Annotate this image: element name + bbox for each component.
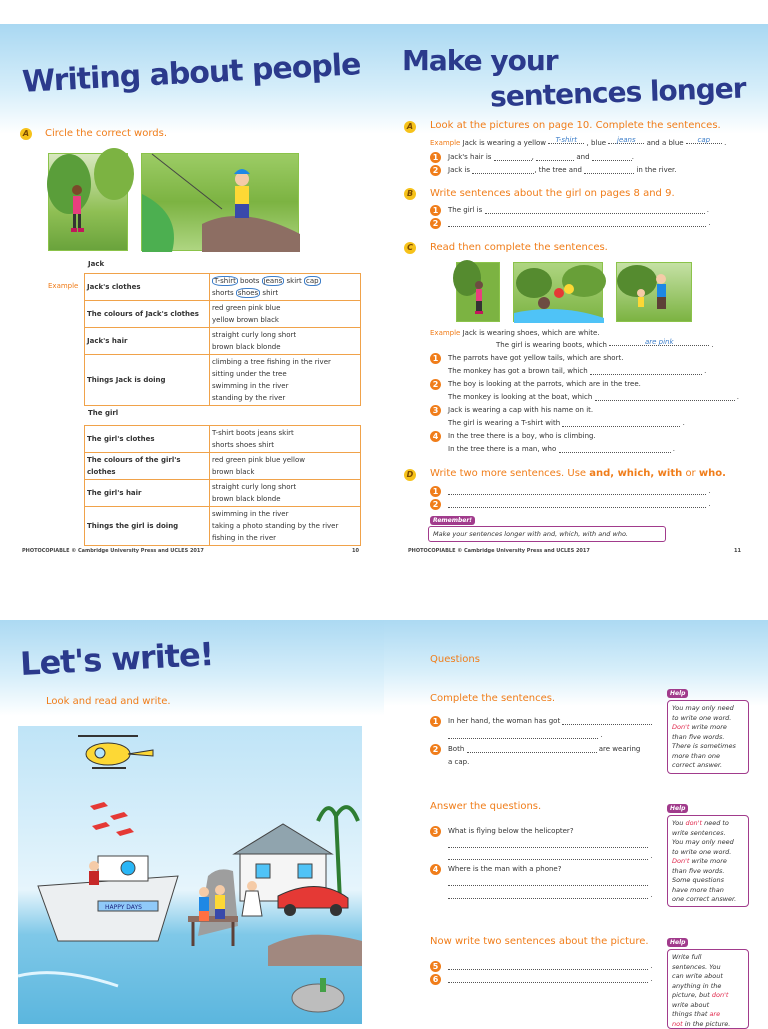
page-questions [384, 616, 768, 1028]
page-lets-write [0, 616, 384, 1024]
helicopter [78, 736, 153, 768]
section-a-badge: A [20, 128, 32, 140]
c-item-4-line2: In the tree there is a man, who . [448, 445, 675, 453]
c-example-line1: Example Jack is wearing shoes, which are white. [430, 329, 600, 337]
section-d-instruction: Write two more sentences. Use and, which, with or who. [430, 468, 726, 479]
help-tag: Help [667, 804, 688, 813]
item-number: 6 [430, 974, 441, 985]
row-label: Jack's clothes [85, 274, 210, 301]
item-number: 1 [430, 716, 441, 727]
instruction: Look and read and write. [46, 696, 171, 707]
options-cell[interactable]: straight curly long short brown black blonde [210, 480, 361, 507]
answer-field[interactable]: are pink [609, 338, 709, 346]
answer-field[interactable] [562, 419, 680, 427]
page-title: Writing about people [21, 47, 362, 100]
q6-answer: . [448, 975, 652, 983]
q4-answer2: . [448, 891, 652, 899]
help-tag: Help [667, 938, 688, 947]
girl-table [84, 425, 361, 546]
q5-answer: . [448, 962, 652, 970]
b-item-1: The girl is . [448, 206, 709, 214]
section-b-badge: B [404, 188, 416, 200]
answer-field[interactable] [448, 731, 598, 739]
remember-tag: Remember! [430, 516, 475, 525]
answer-field[interactable] [448, 962, 648, 970]
help-tag: Help [667, 689, 688, 698]
c-item-4-line1: In the tree there is a boy, who is climbing. [448, 432, 596, 440]
page-gap [0, 556, 768, 620]
girl-label: The girl [88, 409, 119, 417]
answer-field[interactable]: T-shirt [548, 136, 584, 144]
item-number: 4 [430, 864, 441, 875]
row-label: Things the girl is doing [85, 507, 210, 546]
item-number: 2 [430, 499, 441, 510]
item-number: 5 [430, 961, 441, 972]
q1-line2: . [448, 731, 602, 739]
row-label: Things Jack is doing [85, 355, 210, 406]
answer-field[interactable]: jeans [608, 136, 644, 144]
item-number: 1 [430, 353, 441, 364]
q3-answer [448, 840, 648, 848]
options-cell[interactable]: T-shirt boots jeans skirt shorts shoes shirt [210, 426, 361, 453]
q1-line: In her hand, the woman has got [448, 717, 652, 725]
c-item-2-line1: The boy is looking at the parrots, which are in the tree. [448, 380, 641, 388]
c-item-1-line1: The parrots have got yellow tails, which are short. [448, 354, 624, 362]
row-label: The girl's hair [85, 480, 210, 507]
answer-field[interactable] [559, 445, 671, 453]
section-a-badge: A [404, 121, 416, 133]
help-box-3: Write full sentences. You can write about anything in the picture, but don't write about things that are not in the picture. [667, 949, 749, 1029]
c-item-1-line2: The monkey has got a brown tail, which . [448, 367, 707, 375]
jack-label: Jack [88, 260, 105, 268]
help-box-2: You don't need to write sentences. You may only need to write one word. Don't write more than five words. Some questions have more than one correct answer. [667, 815, 749, 907]
a-item-1: Jack's hair is , and . [448, 153, 634, 161]
answer-field[interactable] [562, 717, 652, 725]
row-label: Jack's hair [85, 328, 210, 355]
answer-field[interactable] [467, 745, 597, 753]
planes [90, 802, 134, 836]
c-example-line2: The girl is wearing boots, which are pink . [496, 338, 714, 349]
circled-word[interactable]: cap [306, 277, 319, 285]
options-cell[interactable]: red green pink blue yellow brown black [210, 453, 361, 480]
page-title: Let's write! [19, 634, 215, 684]
answer-field[interactable] [448, 852, 648, 860]
b-item-2: . [448, 219, 710, 227]
d-item-2: . [448, 500, 710, 508]
item-number: 1 [430, 205, 441, 216]
item-number: 2 [430, 165, 441, 176]
boat-name-label: HAPPY DAYS [105, 904, 142, 911]
options-cell [210, 274, 361, 301]
questions-heading: Questions [430, 654, 480, 665]
q4-answer [448, 878, 648, 886]
answer-field[interactable] [448, 840, 648, 848]
c-item-3-line1: Jack is wearing a cap with his name on it. [448, 406, 594, 414]
c-item-3-line2: The girl is wearing a T-shirt with . [448, 419, 685, 427]
remember-box: Make your sentences longer with and, which, with and who. [428, 526, 666, 542]
table-row [85, 328, 361, 355]
table-row [85, 274, 361, 301]
table-row [85, 355, 361, 406]
option-line: shorts shoes shirt [212, 289, 279, 297]
page-title-line2: sentences longer [489, 71, 747, 114]
answer-field[interactable] [584, 166, 634, 174]
row-label: The girl's clothes [85, 426, 210, 453]
row-label: The colours of Jack's clothes [85, 301, 210, 328]
q3-answer2: . [448, 852, 652, 860]
table-row [85, 507, 361, 546]
answer-field[interactable] [592, 153, 632, 161]
item-number: 2 [430, 218, 441, 229]
q2-line: Both are wearing [448, 745, 641, 753]
item-number: 1 [430, 486, 441, 497]
item-number: 4 [430, 431, 441, 442]
q3-question: What is flying below the helicopter? [448, 827, 574, 835]
section-c-badge: C [404, 242, 416, 254]
section-b-instruction: Write sentences about the girl on pages 8 and 9. [430, 188, 675, 199]
answer-field[interactable] [472, 166, 534, 174]
option-line: T-shirt boots jeans skirt cap [214, 277, 319, 285]
parrots-monkey-illustration [513, 262, 603, 322]
answer-field[interactable] [448, 487, 706, 495]
answer-field[interactable] [590, 367, 702, 375]
item-number: 2 [430, 744, 441, 755]
circled-word[interactable]: jeans [263, 277, 283, 285]
example-label: Example [48, 282, 79, 290]
girl-climbing-illustration [456, 262, 500, 322]
circled-word[interactable]: shoes [237, 289, 259, 297]
c-item-2-line2: The monkey is looking at the boat, which . [448, 393, 739, 401]
section-complete-sentences: Complete the sentences. [430, 693, 556, 704]
item-number: 2 [430, 379, 441, 390]
table-row [85, 426, 361, 453]
d-item-1: . [448, 487, 710, 495]
item-number: 3 [430, 405, 441, 416]
footer: PHOTOCOPIABLE © Cambridge University Press and UCLES 2017 [22, 548, 204, 554]
answer-field[interactable] [536, 153, 574, 161]
q2-line2: a cap. [448, 758, 470, 766]
section-answer-questions: Answer the questions. [430, 801, 542, 812]
a-example-line: Example Jack is wearing a yellow T-shirt , blue jeans and a blue cap . [430, 136, 727, 147]
section-a-instruction: Look at the pictures on page 10. Complete the sentences. [430, 120, 721, 131]
girl-photo-illustration [48, 153, 128, 251]
page-number: 11 [734, 548, 741, 554]
section-write-sentences: Now write two sentences about the picture. [430, 936, 649, 947]
section-a-instruction: Circle the correct words. [45, 128, 168, 139]
page-writing-about-people [0, 0, 384, 554]
answer-field[interactable] [448, 500, 706, 508]
options-cell[interactable]: straight curly long short brown black blonde [210, 328, 361, 355]
item-number: 3 [430, 826, 441, 837]
footer: PHOTOCOPIABLE © Cambridge University Press and UCLES 2017 [408, 548, 590, 554]
answer-field[interactable] [448, 219, 706, 227]
circled-word[interactable]: T-shirt [214, 277, 236, 285]
row-label: The colours of the girl's clothes [85, 453, 210, 480]
section-c-instruction: Read then complete the sentences. [430, 242, 608, 253]
options-cell[interactable]: climbing a tree fishing in the river sitting under the tree swimming in the river standing by the river [210, 355, 361, 406]
jack-fishing-illustration [141, 153, 299, 251]
table-row [85, 453, 361, 480]
page-number: 10 [352, 548, 359, 554]
jack-table [84, 273, 361, 406]
table-row [85, 480, 361, 507]
a-item-2: Jack is , the tree and in the river. [448, 166, 677, 174]
q4-question: Where is the man with a phone? [448, 865, 562, 873]
table-row [85, 301, 361, 328]
answer-field[interactable] [595, 393, 735, 401]
answer-field[interactable] [448, 878, 648, 886]
page-title-line1: Make your [402, 44, 558, 77]
answer-field[interactable] [494, 153, 532, 161]
help-box-1: You may only need to write one word. Don't write more than five words. There is sometimes more than one correct answer. [667, 700, 749, 774]
section-d-badge: D [404, 469, 416, 481]
options-cell[interactable]: red green pink blue yellow brown black [210, 301, 361, 328]
item-number: 1 [430, 152, 441, 163]
answer-field[interactable] [448, 891, 648, 899]
man-in-tree-illustration [616, 262, 692, 322]
answer-field[interactable] [448, 975, 648, 983]
answer-field[interactable] [485, 206, 705, 214]
answer-field[interactable]: cap [686, 136, 722, 144]
harbour-scene-illustration [18, 726, 362, 1024]
options-cell[interactable]: swimming in the river taking a photo standing by the river fishing in the river [210, 507, 361, 546]
